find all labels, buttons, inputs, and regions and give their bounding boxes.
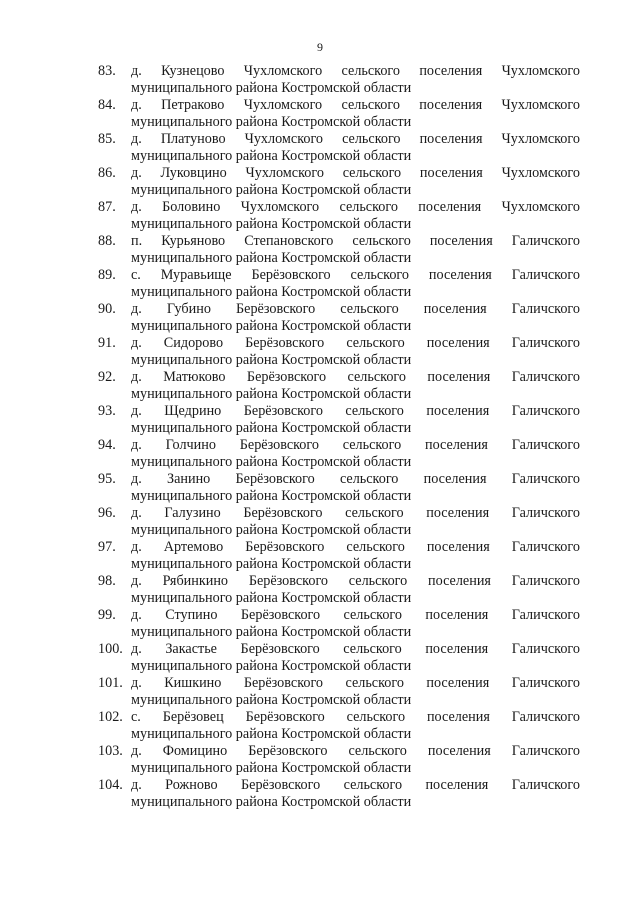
item-second-line: муниципального района Костромской области	[131, 794, 412, 810]
item-word: сельского	[348, 743, 407, 759]
item-word: поселения	[418, 199, 482, 215]
list-item	[98, 539, 580, 573]
item-word: сельского	[345, 403, 404, 419]
item-word: Галичского	[511, 505, 580, 521]
item-number: 99.	[98, 607, 116, 623]
item-number: 96.	[98, 505, 116, 521]
item-word: Галичского	[511, 267, 580, 283]
item-number: 89.	[98, 267, 116, 283]
item-word: Рябинкино	[162, 573, 229, 589]
item-number: 92.	[98, 369, 116, 385]
item-second-line: муниципального района Костромской области	[131, 590, 412, 606]
item-first-line	[131, 199, 580, 216]
item-word: Берёзовского	[248, 573, 328, 589]
item-word: Галичского	[511, 777, 580, 793]
item-number: 95.	[98, 471, 116, 487]
item-word: поселения	[427, 369, 491, 385]
item-second-line: муниципального района Костромской области	[131, 658, 412, 674]
list-item	[98, 743, 580, 777]
item-word: Галичского	[511, 369, 580, 385]
item-second-line: муниципального района Костромской области	[131, 182, 412, 198]
item-word: Берёзовского	[245, 709, 325, 725]
item-word: Чухломского	[245, 165, 324, 181]
item-number: 85.	[98, 131, 116, 147]
item-first-line	[131, 97, 580, 114]
item-word: Берёзовского	[240, 641, 320, 657]
item-word: Берёзовец	[162, 709, 224, 725]
item-word: Петраково	[161, 97, 225, 113]
item-word: Чухломского	[243, 97, 323, 113]
item-word: Артемово	[163, 539, 224, 555]
item-number: 94.	[98, 437, 116, 453]
item-word: сельского	[342, 165, 402, 181]
list-item	[98, 301, 580, 335]
item-word: д.	[131, 199, 142, 215]
item-word: Чухломского	[501, 199, 580, 215]
item-word: д.	[131, 131, 142, 147]
item-first-line	[131, 233, 580, 250]
item-first-line	[131, 165, 580, 182]
item-word: поселения	[425, 777, 489, 793]
item-word: поселения	[426, 675, 490, 691]
item-first-line	[131, 675, 580, 692]
item-word: Берёзовского	[251, 267, 331, 283]
item-word: сельского	[339, 471, 399, 487]
list-item	[98, 199, 580, 233]
item-word: поселения	[419, 97, 483, 113]
item-word: Галичского	[511, 539, 580, 555]
item-number: 103.	[98, 743, 123, 759]
item-word: Берёзовского	[245, 539, 325, 555]
list-item	[98, 403, 580, 437]
list-item	[98, 97, 580, 131]
item-second-line: муниципального района Костромской области	[131, 216, 412, 232]
page-number: 9	[317, 40, 323, 54]
item-word: Берёзовского	[246, 369, 327, 385]
item-number: 87.	[98, 199, 116, 215]
list-item	[98, 165, 580, 199]
item-word: Берёзовского	[239, 437, 319, 453]
item-word: сельского	[339, 199, 398, 215]
list-item	[98, 369, 580, 403]
list-item	[98, 131, 580, 165]
item-word: Кишкино	[164, 675, 222, 691]
item-word: Сидорово	[163, 335, 224, 351]
item-word: Чухломского	[501, 165, 580, 181]
item-number: 91.	[98, 335, 116, 351]
item-word: Закастье	[165, 641, 217, 657]
item-word: Боловино	[162, 199, 221, 215]
item-word: Берёзовского	[236, 301, 316, 317]
item-word: Галичского	[511, 335, 580, 351]
item-word: поселения	[426, 403, 490, 419]
list-item	[98, 573, 580, 607]
list-item	[98, 267, 580, 301]
item-word: д.	[131, 471, 142, 487]
item-word: поселения	[425, 607, 489, 623]
item-word: поселения	[428, 573, 491, 589]
item-word: д.	[131, 437, 142, 453]
item-word: Чухломского	[244, 131, 324, 147]
item-word: поселения	[426, 709, 490, 725]
item-word: Галичского	[511, 573, 580, 589]
list-item	[98, 607, 580, 641]
item-first-line	[131, 267, 580, 284]
item-word: Степановского	[244, 233, 334, 249]
item-first-line	[131, 777, 580, 794]
item-word: Муравьище	[160, 267, 232, 283]
item-word: Галичского	[511, 641, 580, 657]
list-item	[98, 709, 580, 743]
item-word: Луковцино	[160, 165, 227, 181]
item-word: Берёзовского	[245, 335, 325, 351]
item-word: д.	[131, 63, 142, 79]
item-word: поселения	[419, 63, 483, 79]
item-second-line: муниципального района Костромской области	[131, 760, 412, 776]
list-item	[98, 233, 580, 267]
item-word: сельского	[340, 301, 399, 317]
item-second-line: муниципального района Костромской области	[131, 624, 412, 640]
item-word: Берёзовского	[243, 675, 324, 691]
item-word: сельского	[342, 131, 401, 147]
item-word: Чухломского	[243, 63, 323, 79]
item-word: сельского	[346, 709, 406, 725]
item-word: поселения	[426, 505, 490, 521]
item-word: сельского	[343, 641, 402, 657]
item-word: с.	[131, 709, 141, 725]
item-word: д.	[131, 539, 142, 555]
item-word: Кузнецово	[161, 63, 225, 79]
item-first-line	[131, 403, 580, 420]
item-word: Берёзовского	[248, 743, 328, 759]
item-word: поселения	[425, 641, 489, 657]
item-word: Галичского	[511, 471, 580, 487]
item-word: поселения	[423, 471, 487, 487]
item-word: д.	[131, 675, 142, 691]
item-first-line	[131, 641, 580, 658]
item-word: с.	[131, 267, 141, 283]
item-word: поселения	[427, 743, 491, 759]
item-first-line	[131, 607, 580, 624]
item-word: сельского	[350, 267, 409, 283]
item-word: д.	[131, 97, 142, 113]
item-second-line: муниципального района Костромской области	[131, 250, 412, 266]
item-word: Галичского	[511, 301, 580, 317]
item-word: Щедрино	[164, 403, 222, 419]
item-word: д.	[131, 369, 142, 385]
item-word: сельского	[345, 675, 404, 691]
item-second-line: муниципального района Костромской области	[131, 318, 412, 334]
item-word: Галичского	[511, 437, 580, 453]
item-word: Фомицино	[162, 743, 228, 759]
item-number: 83.	[98, 63, 116, 79]
item-first-line	[131, 131, 580, 148]
item-word: д.	[131, 165, 142, 181]
item-second-line: муниципального района Костромской области	[131, 556, 412, 572]
list-item	[98, 63, 580, 97]
item-word: Чухломского	[501, 131, 580, 147]
item-first-line	[131, 471, 580, 488]
item-number: 98.	[98, 573, 116, 589]
list-item	[98, 471, 580, 505]
item-word: д.	[131, 743, 142, 759]
item-first-line	[131, 437, 580, 454]
item-first-line	[131, 743, 580, 760]
item-word: сельского	[341, 63, 400, 79]
item-word: Галичского	[511, 709, 580, 725]
item-word: д.	[131, 403, 142, 419]
item-word: Голчино	[165, 437, 216, 453]
item-word: сельского	[343, 607, 402, 623]
item-word: сельского	[342, 437, 402, 453]
settlement-list	[98, 63, 580, 811]
item-first-line	[131, 505, 580, 522]
item-word: сельского	[352, 233, 411, 249]
item-word: Занино	[167, 471, 211, 487]
item-word: п.	[131, 233, 143, 249]
item-word: сельского	[348, 573, 408, 589]
item-word: д.	[131, 573, 142, 589]
item-word: поселения	[423, 301, 487, 317]
item-number: 88.	[98, 233, 116, 249]
item-word: Чухломского	[501, 63, 580, 79]
item-word: Платуново	[160, 131, 226, 147]
item-number: 90.	[98, 301, 116, 317]
item-word: д.	[131, 505, 142, 521]
item-word: Губино	[166, 301, 211, 317]
item-word: поселения	[429, 233, 493, 249]
item-word: д.	[131, 641, 142, 657]
list-item	[98, 335, 580, 369]
item-word: поселения	[428, 267, 492, 283]
item-second-line: муниципального района Костромской области	[131, 488, 412, 504]
item-word: поселения	[419, 165, 483, 181]
item-first-line	[131, 301, 580, 318]
item-word: сельского	[341, 97, 400, 113]
item-word: сельского	[343, 777, 403, 793]
item-word: Ступино	[165, 607, 218, 623]
item-second-line: муниципального района Костромской области	[131, 522, 412, 538]
item-number: 84.	[98, 97, 116, 113]
item-number: 93.	[98, 403, 116, 419]
list-item	[98, 437, 580, 471]
item-second-line: муниципального района Костромской области	[131, 284, 412, 300]
item-word: Курьяново	[161, 233, 226, 249]
item-word: Галичского	[511, 675, 580, 691]
list-item	[98, 641, 580, 675]
item-first-line	[131, 335, 580, 352]
item-word: д.	[131, 335, 142, 351]
item-word: Галичского	[511, 233, 580, 249]
item-number: 86.	[98, 165, 116, 181]
list-item	[98, 505, 580, 539]
item-first-line	[131, 573, 580, 590]
list-item	[98, 777, 580, 811]
item-number: 101.	[98, 675, 123, 691]
item-word: сельского	[346, 539, 405, 555]
item-word: д.	[131, 607, 142, 623]
item-second-line: муниципального района Костромской области	[131, 148, 412, 164]
item-word: Берёзовского	[240, 607, 321, 623]
list-item	[98, 675, 580, 709]
item-word: Галузино	[164, 505, 221, 521]
item-second-line: муниципального района Костромской области	[131, 692, 412, 708]
item-second-line: муниципального района Костромской области	[131, 114, 412, 130]
item-word: Чухломского	[501, 97, 580, 113]
item-word: поселения	[419, 131, 483, 147]
item-second-line: муниципального района Костромской области	[131, 420, 412, 436]
item-second-line: муниципального района Костромской области	[131, 352, 412, 368]
item-second-line: муниципального района Костромской области	[131, 80, 412, 96]
item-word: д.	[131, 301, 142, 317]
item-word: Берёзовского	[243, 403, 323, 419]
item-word: поселения	[426, 335, 490, 351]
item-first-line	[131, 709, 580, 726]
item-word: сельского	[345, 505, 404, 521]
item-word: д.	[131, 777, 142, 793]
item-first-line	[131, 539, 580, 556]
item-second-line: муниципального района Костромской области	[131, 454, 412, 470]
item-word: Берёзовского	[243, 505, 323, 521]
item-number: 102.	[98, 709, 123, 725]
item-first-line	[131, 369, 580, 386]
item-word: Галичского	[511, 403, 580, 419]
item-word: Берёзовского	[241, 777, 321, 793]
item-second-line: муниципального района Костромской области	[131, 386, 412, 402]
item-word: Рожново	[165, 777, 218, 793]
item-word: Берёзовского	[235, 471, 315, 487]
item-word: сельского	[346, 335, 405, 351]
item-number: 100.	[98, 641, 123, 657]
item-word: поселения	[425, 437, 488, 453]
item-number: 97.	[98, 539, 116, 555]
item-second-line: муниципального района Костромской области	[131, 726, 412, 742]
item-word: Галичского	[511, 607, 580, 623]
item-word: сельского	[347, 369, 406, 385]
item-word: Матюково	[163, 369, 226, 385]
item-number: 104.	[98, 777, 123, 793]
item-word: Чухломского	[240, 199, 320, 215]
item-word: Галичского	[511, 743, 580, 759]
item-first-line	[131, 63, 580, 80]
item-word: поселения	[426, 539, 490, 555]
